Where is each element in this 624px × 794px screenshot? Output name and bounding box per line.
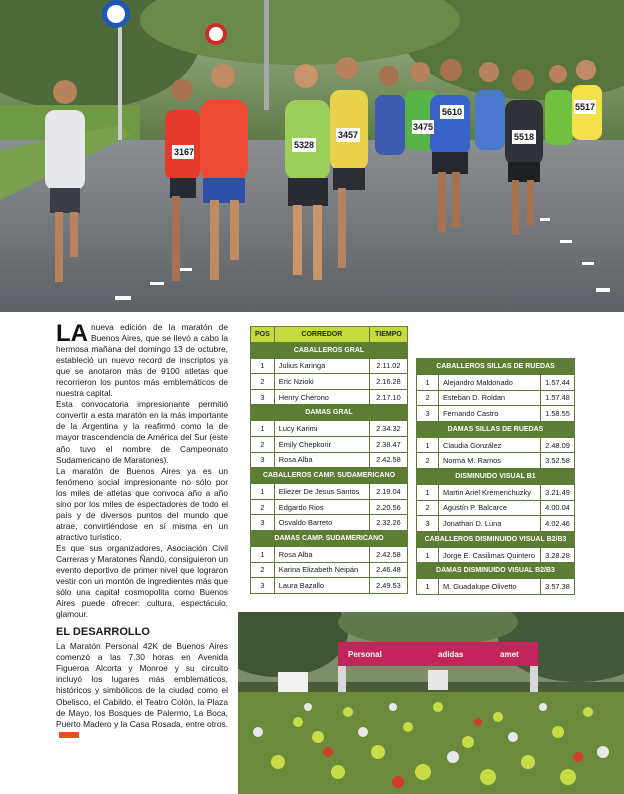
section-header: CABALLEROS DISMINUIDO VISUAL B2/B3 <box>417 531 575 547</box>
paragraph: Esta convocatoria impresionante permitió convertir a esta maratón en la más importante de la Argentina y la reafirmó como la de mayor trascendencia de América del Sur (este año tuvo el nombre de Campeonato Sudamericano de Maratones). <box>56 399 228 465</box>
table-row: 2 Karina Elizabeth Neipán 2.46.48 <box>251 562 408 578</box>
section-header: DAMAS CAMP. SUDAMERICANO <box>251 530 408 546</box>
results-table-special <box>416 358 575 595</box>
runners-illustration <box>0 0 624 312</box>
table-row: 3 Osvaldo Barreto 2.32.26 <box>251 515 408 531</box>
section-title: EL DESARROLLO <box>56 626 150 639</box>
table-row: 2 Eric Nzioki 2.16.28 <box>251 374 408 390</box>
column-header-tiempo: TIEMPO <box>369 327 407 343</box>
crowd-start-photo <box>238 612 624 794</box>
table-row: 1 Julius Karinga 2.11.02 <box>251 358 408 374</box>
section-header: DAMAS GRAL <box>251 405 408 421</box>
column-header-pos: POS <box>251 327 275 343</box>
table-row: 1 Martin Ariel Kremenchuzky 3.21.49 <box>417 484 575 500</box>
paragraph: Es que sus organizadores, Asociación Civil Carreras y Maratones Ñandú, consiguieron un evento deportivo de primer nivel que lograron vestir con un montón de ingredientes más que sólo una capital cosmopolita como Buenos Aires puede ofrecer: cultura, espectáculo, glamour. <box>56 542 228 620</box>
section-header: DISMINUIDO VISUAL B1 <box>417 468 575 484</box>
table-row: 3 Henry Cherono 2.17.10 <box>251 389 408 405</box>
end-mark-icon <box>59 732 79 738</box>
banner-text: adidas <box>438 650 464 659</box>
paragraph-intro: LA nueva edición de la maratón de Buenos Aires, que se llevó a cabo la hermosa mañana del domingo 13 de octubre, estableció un nuevo record de inscriptos ya que se anotaron más de 9100 atletas que recorrieron los puntos más emblemáticos de nuestra capital. <box>56 320 228 399</box>
dropcap: LA <box>56 320 88 347</box>
banner-text: Personal <box>348 650 382 659</box>
table-row: 3 Rosa Alba 2.42.58 <box>251 452 408 468</box>
paragraph: La maratón de Buenos Aires ya es un fenómeno social impresionante no sólo por los miles de atletas que convoca año a año sino por los miles de espectadores de todo el país y de diversos puntos del mundo que atrae, convirtiéndose en sí misma en un atractivo turístico. <box>56 465 228 542</box>
table-row: 2 Esteban D. Roldan 1.57.48 <box>417 390 575 406</box>
results-table-general <box>250 326 408 594</box>
table-row: 3 Jonathan D. Luna 4.02.46 <box>417 516 575 532</box>
table-row: 1 Lucy Karimi 2.34.32 <box>251 421 408 437</box>
bib-number: 5610 <box>442 107 463 117</box>
table-row: 1 Rosa Alba 2.42.58 <box>251 546 408 562</box>
table-row: 3 Fernando Castro 1.58.55 <box>417 406 575 422</box>
bib-number: 3457 <box>338 130 359 140</box>
table-row: 2 Norma M. Ramos 3.52.58 <box>417 453 575 469</box>
bib-number: 5518 <box>514 132 535 142</box>
hero-photo-runners <box>0 0 624 312</box>
bib-number: 3167 <box>174 147 195 157</box>
article-body <box>56 322 228 741</box>
table-row: 1 M. Guadalupe Olivetto 3.57.38 <box>417 579 575 595</box>
bib-number: 3475 <box>413 122 434 132</box>
table-row: 1 Jorge E. Casilimas Quintero 3.28.28 <box>417 547 575 563</box>
table-row: 1 Claudia González 2.48.09 <box>417 437 575 453</box>
section-header: CABALLEROS GRAL <box>251 342 408 358</box>
section-header: DAMAS DISMINUIDO VISUAL B2/B3 <box>417 563 575 579</box>
banner-text: amet <box>500 650 519 659</box>
table-row: 1 Eliezer De Jesus Santos 2.19.04 <box>251 484 408 500</box>
section-header: CABALLEROS SILLAS DE RUEDAS <box>417 359 575 375</box>
marathon-start-illustration <box>238 612 624 794</box>
section-header: DAMAS SILLAS DE RUEDAS <box>417 421 575 437</box>
paragraph: La Maratón Personal 42K de Buenos Aires comenzó a las 7.30 horas en Avenida Figueroa Alcorta y Monroe y su circuito incluyó los lugares más emblemáticos, históricos y simbólicos de la ciudad como el Obelisco, el Cabildo, el Teatro Colón, la Plaza de Mayo, los Bosques de Palermo, La Boca, Puerto Madero y la Casa Rosada, entre otros. <box>56 641 228 740</box>
table-row: 2 Emily Chepkorir 2.38.47 <box>251 436 408 452</box>
table-row: 1 Alejandro Maldonado 1.57.44 <box>417 375 575 391</box>
table-row: 2 Agustín P. Balcarce 4.00.04 <box>417 500 575 516</box>
section-header: CABALLEROS CAMP. SUDAMERICANO <box>251 468 408 484</box>
table-row: 2 Edgardo Rios 2.20.56 <box>251 499 408 515</box>
column-header-corredor: CORREDOR <box>274 327 369 343</box>
table-row: 3 Laura Bazallo 2.49.53 <box>251 578 408 594</box>
bib-number: 5517 <box>575 102 596 112</box>
bib-number: 5328 <box>294 140 315 150</box>
